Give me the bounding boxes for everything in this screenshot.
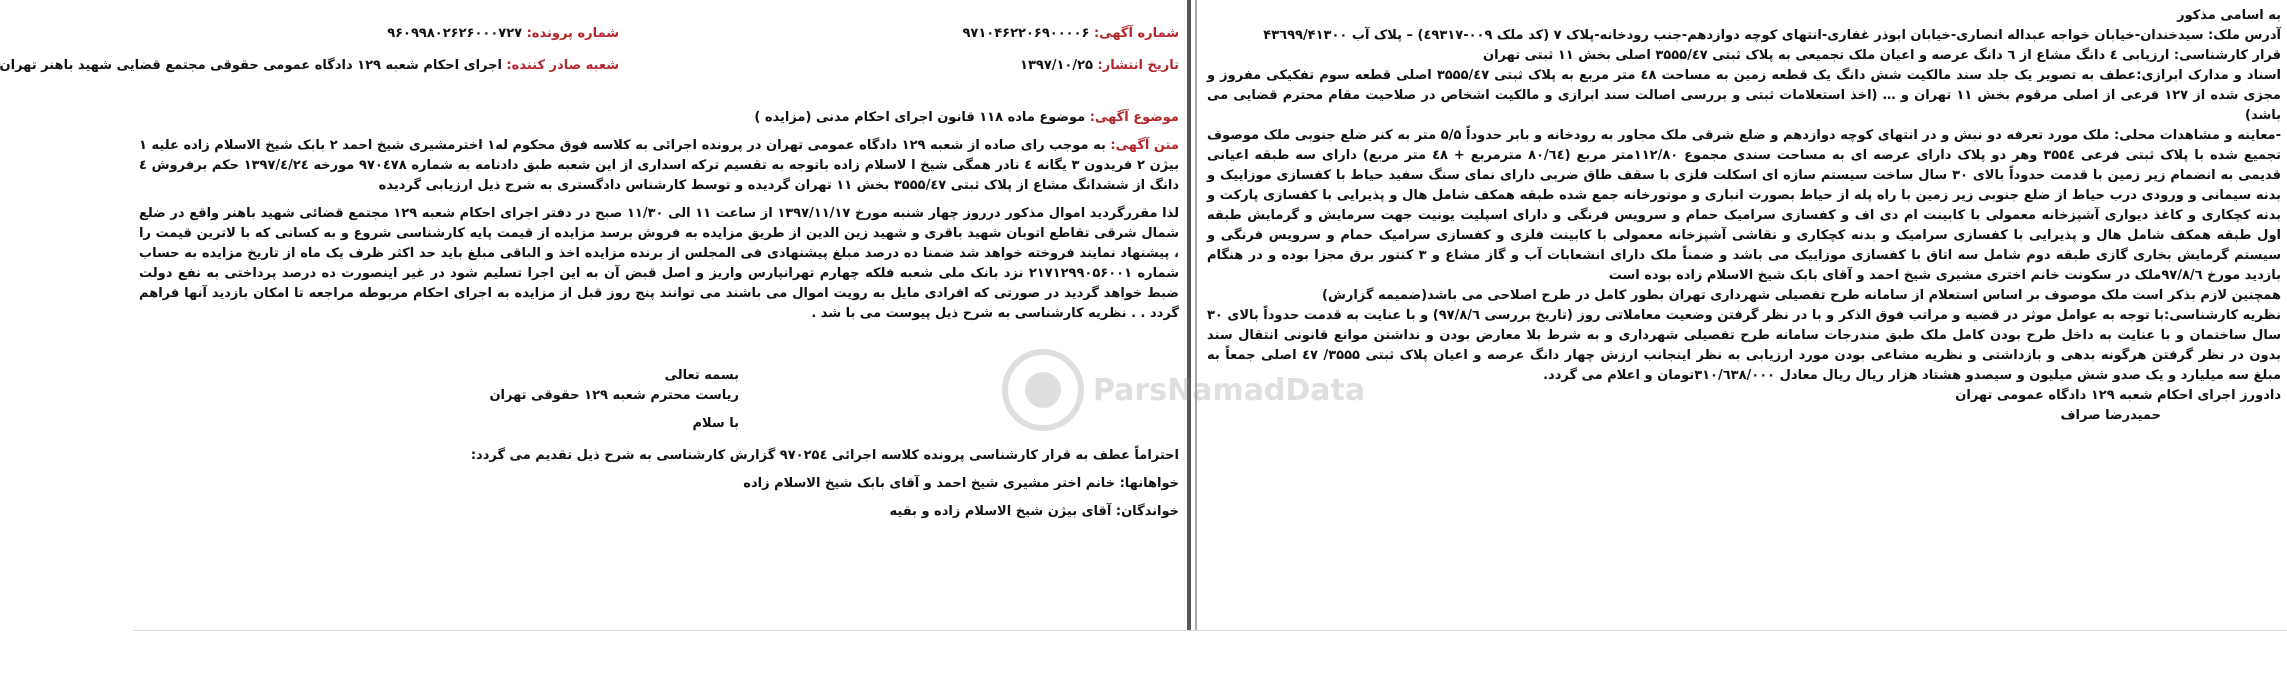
ad-subject: موضوع آگهی: موضوع ماده ۱۱۸ قانون اجرای احکام مدنی (مزایده ): [754, 110, 1179, 125]
zoning-note: همچنین لازم بذکر است ملک موصوف بر اساس استعلام از سامانه طرح تفصیلی شهرداری تهران بطور کامل در طرح اصلاحی می باشد(ضمیمه گزارش): [1322, 288, 2281, 303]
ad-number: شماره آگهی: ۹۷۱۰۴۶۲۲۰۶۹۰۰۰۰۶: [962, 26, 1179, 41]
ad-meta: [0, 6, 1179, 73]
signer-name: حمیدرضا صراف: [2060, 408, 2161, 423]
left-column: [0, 6, 1179, 630]
addressee: ریاست محترم شعبه ۱۲۹ حقوقی تهران: [489, 388, 739, 403]
inspection-paragraph: -معاینه و مشاهدات محلی: ملک مورد تعرفه دو نبش و در انتهای کوچه دوازدهم و ضلع شرقی ملک مجاور به رودخانه و بابر حدوداً ۵/۵ متر به کنر ضلع جنوبی ملک موصوف تجمیع شده با پلاک ثبتی فرعی ۳۵۵٤ وهر دو پلاک دارای عرصه ای به مساحت سندی مجموع ۱۱۲/۸۰متر مربع (۸۰/٦٤ مترمربع + ٤۸ متر مربع) دارای سه طبقه اعیانی قدیمی به انضمام زیر زمین با قدمت حدوداً بالای ۳۰ سال ساخت سیستم سازه ای اسکلت فلزی با سقف طاق ضربی دارای نمای سنگ سفید حیاط با کفسازی موزاییک و بدنه سیمانی و ورودی درب حیاط از ضلع جنوبی زیر زمین با راه پله از حیاط بصورت انباری و موتورخانه جمع شده طبقه همکف شامل هال و پذیرایی با کفسازی پارکت و بدنه کچکاری و کاغذ دیواری آشپزخانه معمولی با کابینت ام دی اف و کفسازی سرامیک حمام و سرویس فرنگی و دارای اسپلیت یونیت جهت سرمایش و گرمایش طبقه اول طبقه همکف شامل هال و پذیرایی با کفسازی سرامیک و بدنه کچکاری و نقاشی آشپزخانه معمولی با کابینت فلزی و کفسازی سرامیک حمام و سرویس فرنگی و سیستم گرمایش بخاری گازی طبقه دوم شامل سه اتاق با کفسازی موزاییک می باشد و ضمناً ملک دارای انشعابات آب و گاز مشاع و ۳ کنتور برق مجزا بوده و در هنگام بازدید مورخ ۹۷/۸/٦ملک در سکونت خانم اختری مشیری شیخ احمد و آقای بابک شیخ الاسلام زاده بوده است: [1207, 128, 2282, 283]
bottom-rule: [133, 630, 2287, 631]
watermark-text: ParsNamadData: [1093, 373, 1366, 408]
ad-body-p1: متن آگهی: به موجب رای صاده از شعبه ۱۲۹ دادگاه عمومی تهران در پرونده اجرائی به کلاسه فوق محکوم له۱ اخترمشیری شیخ احمد ۲ بابک شیخ الاسلام زاده علیه ۱ بیژن ۲ فریدون ۳ یگانه ٤ نادر همگی شیخ ا لاسلام زاده باتوجه به تقسیم ترکه اسداری از این شعبه طبق دادنامه به شماره ۹۷۰٤۷۸ مورخه ۱۳۹۷/٤/۲٤ حکم برفروش ٤ دانگ از ششدانگ مشاع از پلاک ثبتی ۳۵۵۵/٤۷ بخش ۱۱ تهران گردیده و توسط کارشناس دادگستری به شرح ذیل ارزیابی گردیده: [139, 138, 1179, 193]
column-divider: [1187, 0, 1191, 630]
report-intro: احتراماً عطف به قرار کارشناسی پرونده کلاسه اجرائی ۹۷۰۲۵٤ گزارش کارشناسی به شرح ذیل تقدیم می گردد:: [470, 448, 1179, 463]
issuing-branch: شعبه صادر کننده: اجرای احکام شعبه ۱۲۹ دادگاه عمومی حقوقی مجتمع قضایی شهید باهنر تهران: [0, 58, 619, 73]
greeting: با سلام: [692, 416, 739, 431]
owner-line: به اسامی مذکور: [2177, 8, 2281, 23]
bismillah: بسمه تعالی: [664, 368, 739, 383]
right-column: [1207, 6, 2281, 630]
case-number: شماره پرونده: ۹۶۰۹۹۸۰۲۶۲۶۰۰۰۷۲۷: [387, 26, 619, 41]
signoff-line: دادورز اجرای احکام شعبه ۱۲۹ دادگاه عمومی تهران: [1955, 388, 2281, 403]
property-address: آدرس ملک: سیدخندان-خیابان خواجه عبداله انصاری-خیابان ابوذر غفاری-انتهای کوچه دوازدهم-جنب رودخانه-پلاک ۷ (کد ملک ۰۰۹-٤۹۳۱۷) – پلاک آب ۴۳٦۹۹/۴۱۳۰۰: [1263, 28, 2281, 43]
plaintiffs: خواهانها: خانم اختر مشیری شیخ احمد و آقای بابک شیخ الاسلام زاده: [743, 476, 1179, 491]
documents-paragraph: اسناد و مدارک ابرازی:عطف به تصویر یک جلد سند مالکیت شش دانگ یک قطعه زمین به مساحت ٤۸ متر مربع به پلاک ثبتی ۳۵۵۵/٤۷ اصلی قطعه سوم تفکیکی مفروز و مجزی شده از ۱۲۷ فرعی از اصلی مرقوم بخش ۱۱ تهران و … (اخذ استعلامات ثبتی و بررسی اصالت سند ابرازی و مالکیت اشخاص در صلاحیت مقام محترم قضایی می باشد): [1207, 68, 2281, 123]
expert-opinion: نظریه کارشناسی:با توجه به عوامل موثر در قضیه و مراتب فوق الذکر و با در نظر گرفتن وضعیت معاملاتی روز (تاریخ بررسی ۹۷/۸/٦) و با عنایت به قدمت حدوداً بالای ۳۰ سال ساختمان و با عنایت به داخل طرح بودن کامل ملک طبق مندرجات سامانه طرح تفصیلی شهرداری و به شرط بلا معارض بودن و نداشتن موانع قانونی انتقال سند بدون در نظر گرفتن هرگونه بدهی و بازداشتی و نظریه مشاعی بودن مورد ارزیابی به نظر اینجانب ارزش چهار دانگ عرصه و اعیان پلاک ثبتی ۳۵۵۵/ ٤۷ اصلی جمعاً به مبلغ سه میلیارد و یک صدو شش میلیون و سیصدو هشتاد هزار ریال ریال معادل ۳۱۰/٦۳۸/۰۰۰تومان و اعلام می گردد.: [1207, 308, 2281, 383]
column-divider-thin: [1195, 0, 1197, 630]
ad-body-p2: لذا مقررگردید اموال مذکور درروز چهار شنبه مورخ ۱۳۹۷/۱۱/۱۷ از ساعت ۱۱ الی ۱۱/۳۰ صبح در دفتر اجرای احکام شعبه ۱۲۹ مجتمع قضائی شهید باهنر واقع در ضلع شمال شرقی تقاطع اتوبان شهید باقری و شهید زین الدین از طریق مزایده به فروش برسد مزایده از قیمت پایه کارشناسی شروع و به کسانی که با لاترین قیمت را ، پیشنهاد نمایند فروخته خواهد شد ضمنا ده درصد مبلغ پیشنهادی فی المجلس از برنده مزایده اخذ و الباقی مبلغ باید حد اکثر ظرف یک ماه از تاریخ مزایده به حساب شماره ۲۱۷۱۲۹۹۰۵۶۰۰۱ نزد بانک ملی شعبه فلکه چهارم تهرانپارس واریز و اصل قبض آن به این اجرا تسلیم شود در غیر اینصورت ده درصد پرداختی به نفع دولت ضبط خواهد گردید در صورتی که افرادی مایل به رویت اموال می باشند می توانند پنج روز قبل از مزایده به اجرای احکام مربوطه مراجعه تا امکان بازدید آنها فراهم گردد . . نظریه کارشناسی به شرح ذیل پیوست می با شد .: [139, 206, 1179, 321]
defendants: خواندگان: آقای بیژن شیخ الاسلام زاده و بقیه: [889, 504, 1179, 519]
publish-date: تاریخ انتشار: ۱۳۹۷/۱۰/۲۵: [1020, 58, 1179, 73]
expert-order: قرار کارشناسی: ارزیابی ٤ دانگ مشاع از ٦ دانگ عرصه و اعیان ملک تجمیعی به پلاک ثبتی ۳۵۵۵/٤۷ اصلی بخش ۱۱ ثبتی تهران: [1483, 48, 2281, 63]
